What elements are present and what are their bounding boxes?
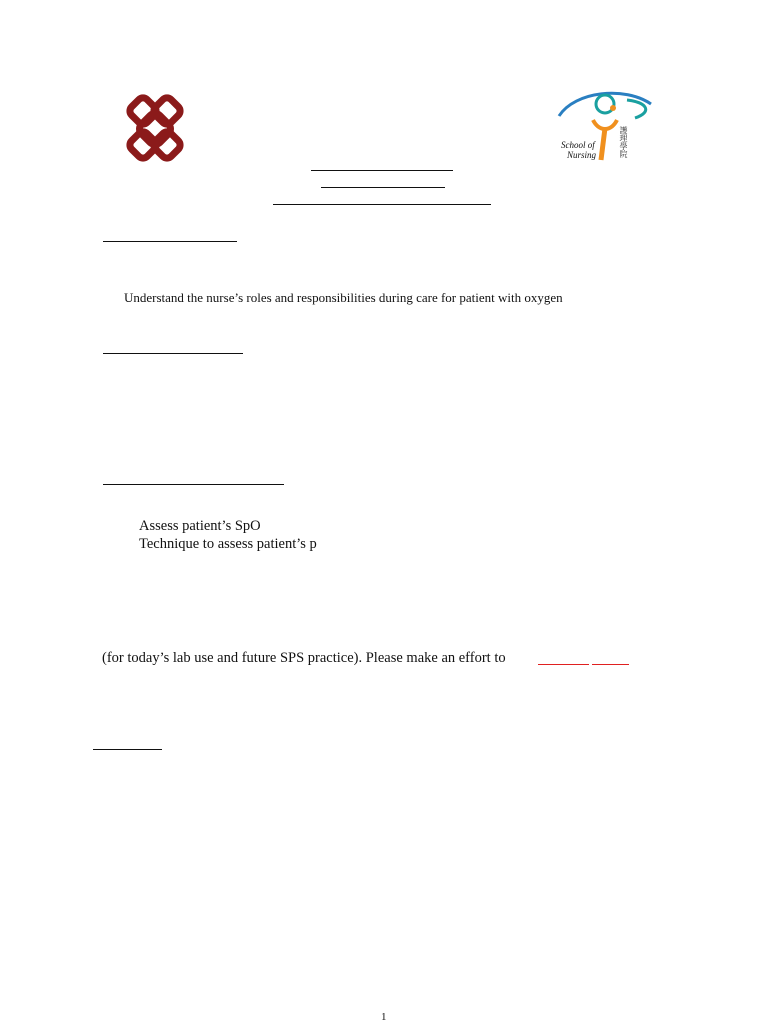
university-logo	[112, 90, 198, 170]
section-heading-rule-3	[103, 484, 284, 485]
logo-text-line2: Nursing	[567, 150, 597, 160]
red-blank-2	[592, 664, 629, 665]
logo-chinese-text: 護理學院	[619, 126, 628, 158]
logo-text-line1: School of	[561, 140, 595, 150]
notice-text: (for today’s lab use and future SPS practice). Please make an effort to	[102, 650, 506, 666]
red-blank-1	[538, 664, 589, 665]
section-heading-rule-2	[103, 353, 243, 354]
school-of-nursing-logo	[555, 86, 655, 166]
objective-text: Understand the nurse’s roles and responsibilities during care for patient with oxygen	[124, 290, 563, 305]
section-heading-rule-1	[103, 241, 237, 242]
section-heading-rule-4	[93, 749, 162, 750]
title-rule-1	[311, 170, 453, 171]
title-rule-3	[273, 204, 491, 205]
title-rule-2	[321, 187, 445, 188]
skill-item-technique: Technique to assess patient’s p	[139, 536, 317, 552]
page-number: 1	[381, 1011, 387, 1023]
skill-item-spo2: Assess patient’s SpO	[139, 518, 261, 534]
